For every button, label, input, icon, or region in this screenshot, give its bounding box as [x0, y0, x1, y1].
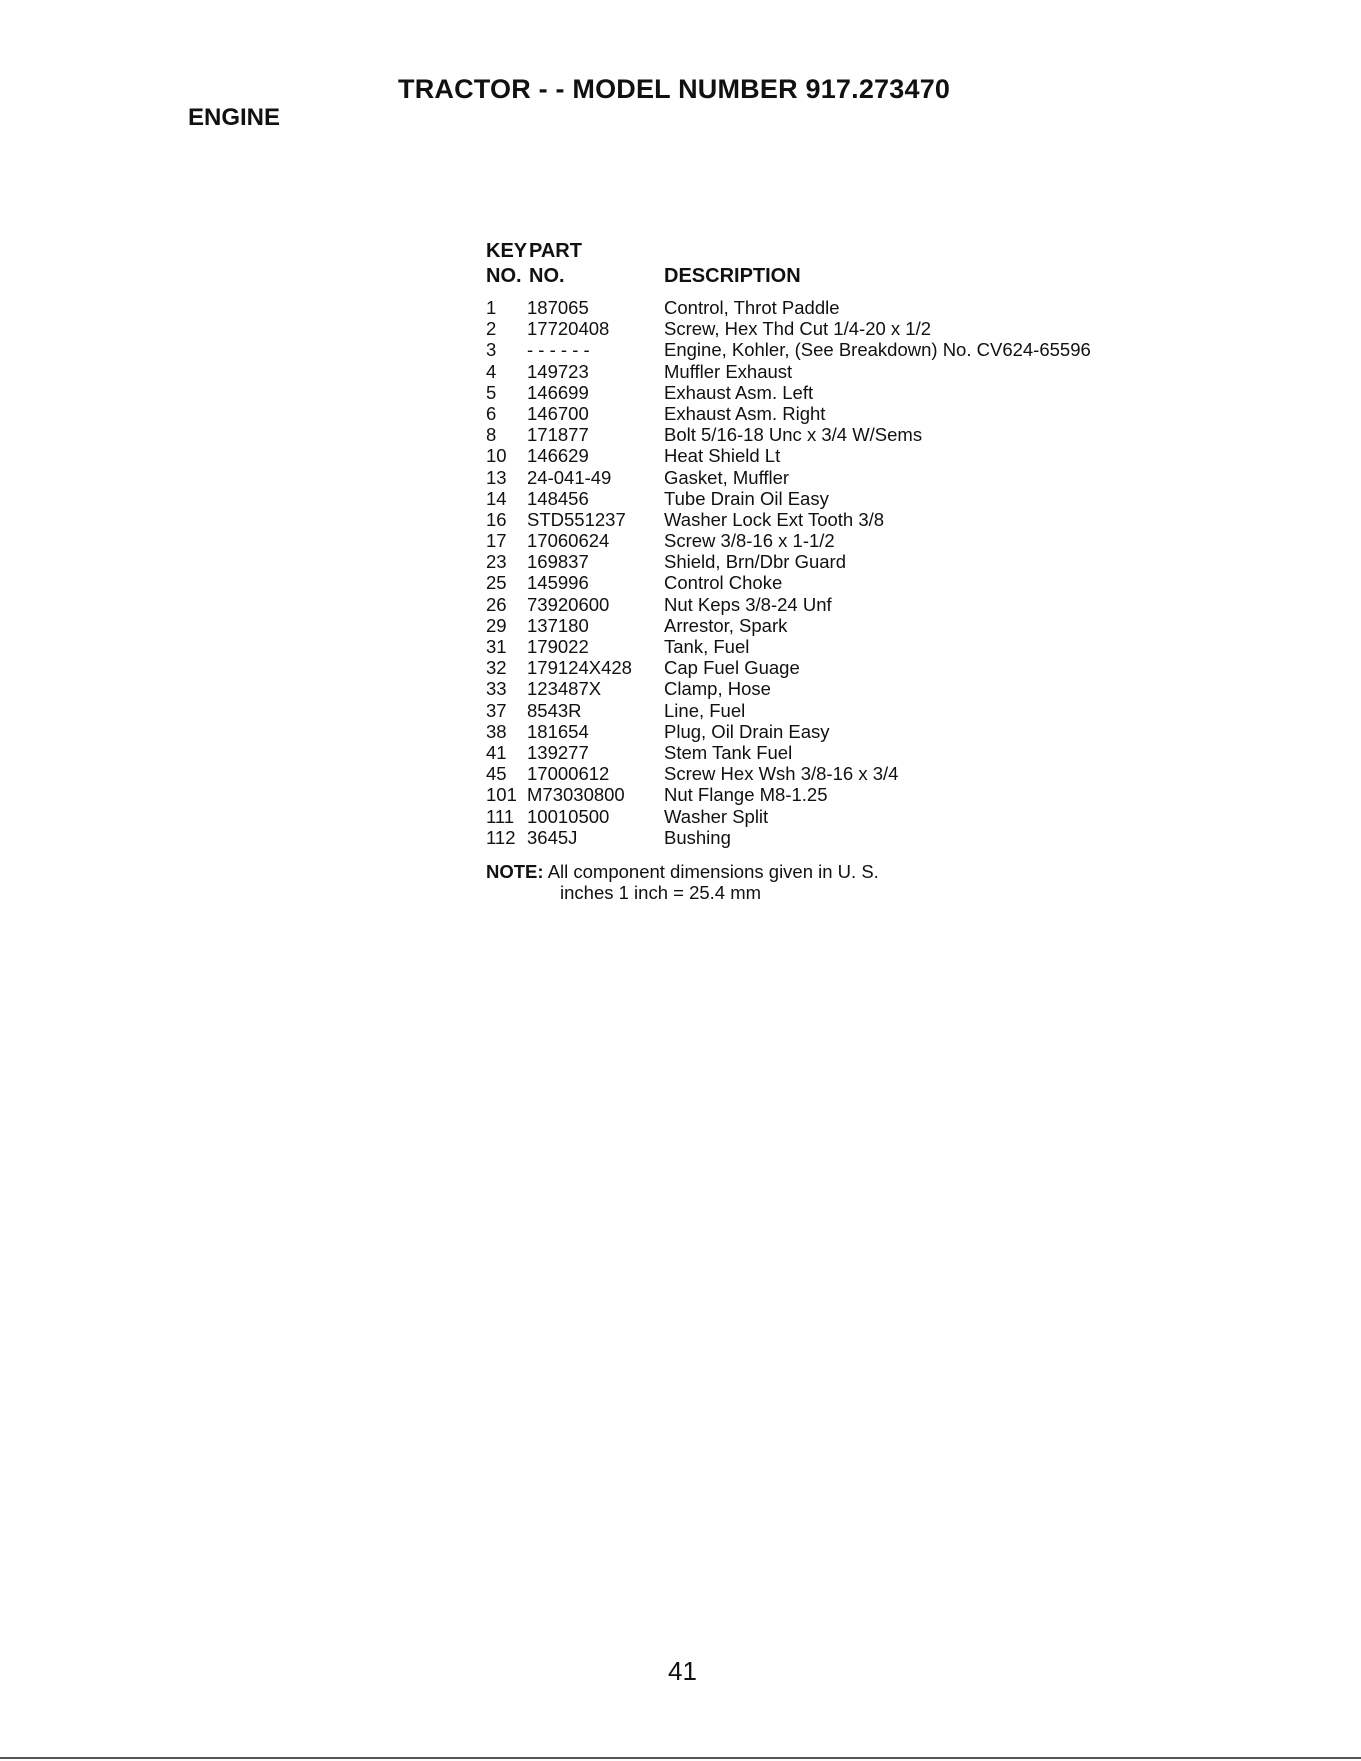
header-key-line1: KEY	[486, 240, 528, 262]
table-row	[486, 488, 1166, 509]
key-no: 3	[486, 339, 497, 361]
key-no: 23	[486, 551, 507, 573]
part-no: 146700	[527, 402, 589, 424]
part-description: Engine, Kohler, (See Breakdown) No. CV624-65596	[664, 339, 1091, 361]
part-description: Shield, Brn/Dbr Guard	[664, 551, 847, 573]
table-row	[486, 742, 1166, 763]
note	[486, 861, 879, 903]
key-no: 14	[486, 487, 507, 509]
key-no: 111	[486, 805, 515, 827]
table-row	[486, 530, 1166, 551]
key-no: 2	[486, 318, 497, 340]
part-no: 139277	[527, 741, 589, 763]
key-no: 41	[486, 741, 507, 763]
key-no: 45	[486, 763, 507, 785]
table-row	[486, 467, 1166, 488]
part-no: 123487X	[527, 678, 602, 700]
part-description: Exhaust Asm. Right	[664, 402, 826, 424]
page-number: 41	[668, 1656, 697, 1686]
table-row	[486, 636, 1166, 657]
part-no: 187065	[527, 297, 589, 318]
table-row	[486, 403, 1166, 424]
part-no: 145996	[527, 572, 589, 594]
table-row	[486, 657, 1166, 678]
table-row	[486, 445, 1166, 466]
key-no: 32	[486, 657, 507, 679]
table-row	[486, 763, 1166, 784]
table-row	[486, 339, 1166, 360]
part-no: - - - - - -	[527, 339, 590, 361]
key-no: 4	[486, 360, 497, 382]
part-description: Washer Lock Ext Tooth 3/8	[664, 508, 885, 530]
part-description: Stem Tank Fuel	[664, 741, 793, 763]
bottom-rule	[0, 1757, 1361, 1759]
part-no: 3645J	[527, 826, 578, 848]
key-no: 17	[486, 530, 507, 552]
table-row	[486, 806, 1166, 827]
part-no: 146629	[527, 445, 589, 467]
parts-list	[486, 297, 1166, 848]
key-no: 25	[486, 572, 507, 594]
part-description: Muffler Exhaust	[664, 360, 793, 382]
part-no: STD551237	[527, 508, 626, 530]
part-description: Exhaust Asm. Left	[664, 381, 814, 403]
key-no: 31	[486, 636, 507, 657]
key-no: 8	[486, 424, 497, 446]
table-row	[486, 827, 1166, 848]
table-row	[486, 594, 1166, 615]
key-no: 37	[486, 699, 507, 721]
key-no: 10	[486, 445, 507, 467]
header-key-line2: NO.	[486, 265, 522, 287]
table-row	[486, 678, 1166, 699]
part-description: Bolt 5/16-18 Unc x 3/4 W/Sems	[664, 424, 923, 446]
key-no: 6	[486, 402, 497, 424]
key-no: 5	[486, 381, 497, 403]
table-row	[486, 615, 1166, 636]
section-title: ENGINE	[188, 104, 281, 131]
part-no: 169837	[527, 551, 589, 573]
table-row	[486, 424, 1166, 445]
table-row	[486, 551, 1166, 572]
header-part-line2: NO.	[529, 265, 565, 287]
part-description: Nut Keps 3/8-24 Unf	[664, 593, 832, 615]
part-no: 171877	[527, 424, 589, 446]
key-no: 112	[486, 826, 516, 848]
part-no: 149723	[527, 360, 589, 382]
table-row	[486, 721, 1166, 742]
part-description: Control, Throt Paddle	[664, 297, 840, 318]
part-no: 181654	[527, 720, 589, 742]
part-no: 17000612	[527, 763, 610, 785]
key-no: 26	[486, 593, 507, 615]
note-line2: inches 1 inch = 25.4 mm	[560, 882, 762, 903]
part-no: M73030800	[527, 784, 625, 806]
part-no: 179022	[527, 636, 589, 657]
part-description: Washer Split	[664, 805, 769, 827]
note-line1: All component dimensions given in U. S.	[547, 861, 879, 882]
table-row	[486, 572, 1166, 593]
part-no: 137180	[527, 614, 589, 636]
header-part-line1: PART	[529, 240, 582, 262]
part-description: Line, Fuel	[664, 699, 746, 721]
part-no: 10010500	[527, 805, 610, 827]
part-description: Tube Drain Oil Easy	[664, 487, 829, 509]
table-row	[486, 700, 1166, 721]
table-row	[486, 318, 1166, 339]
key-no: 33	[486, 678, 507, 700]
key-no: 101	[486, 784, 517, 806]
note-label: NOTE:	[486, 861, 544, 882]
part-description: Arrestor, Spark	[664, 614, 788, 636]
part-no: 24-041-49	[527, 466, 612, 488]
part-no: 146699	[527, 381, 589, 403]
part-description: Screw, Hex Thd Cut 1/4-20 x 1/2	[664, 318, 932, 340]
part-description: Plug, Oil Drain Easy	[664, 720, 830, 742]
table-row	[486, 784, 1166, 805]
part-no: 73920600	[527, 593, 610, 615]
part-no: 17060624	[527, 530, 610, 552]
part-description: Screw Hex Wsh 3/8-16 x 3/4	[664, 763, 899, 785]
table-row	[486, 382, 1166, 403]
key-no: 1	[486, 297, 497, 318]
table-row	[486, 297, 1166, 318]
part-description: Screw 3/8-16 x 1-1/2	[664, 530, 835, 552]
part-description: Tank, Fuel	[664, 636, 750, 657]
part-no: 8543R	[527, 699, 582, 721]
key-no: 13	[486, 466, 507, 488]
part-description: Clamp, Hose	[664, 678, 771, 700]
part-description: Gasket, Muffler	[664, 466, 790, 488]
part-description: Control Choke	[664, 572, 783, 594]
key-no: 38	[486, 720, 507, 742]
page-title: TRACTOR - - MODEL NUMBER 917.273470	[398, 74, 951, 104]
table-row	[486, 361, 1166, 382]
key-no: 16	[486, 508, 507, 530]
part-description: Nut Flange M8-1.25	[664, 784, 828, 806]
header-description: DESCRIPTION	[664, 265, 801, 287]
key-no: 29	[486, 614, 507, 636]
part-no: 17720408	[527, 318, 610, 340]
part-description: Bushing	[664, 826, 731, 848]
part-description: Heat Shield Lt	[664, 445, 781, 467]
part-description: Cap Fuel Guage	[664, 657, 800, 679]
part-no: 179124X428	[527, 657, 632, 679]
part-no: 148456	[527, 487, 589, 509]
table-row	[486, 509, 1166, 530]
